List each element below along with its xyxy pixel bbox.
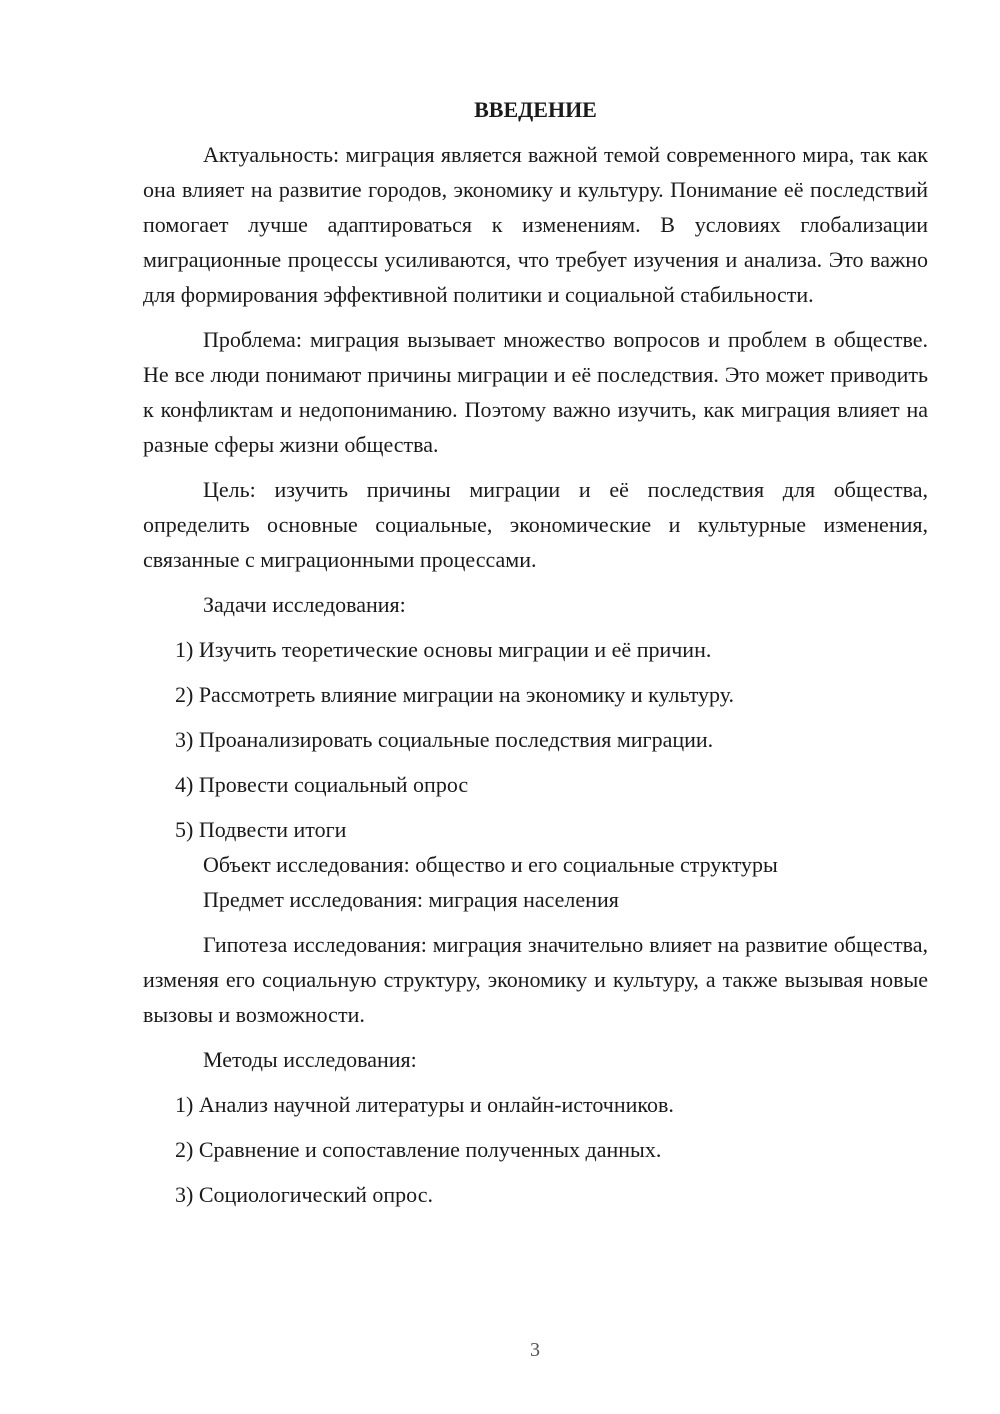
list-item: 4) Провести социальный опрос [175, 772, 469, 797]
methods-list [143, 1087, 928, 1212]
list-item: 3) Социологический опрос. [175, 1182, 433, 1207]
problem-paragraph: Проблема: миграция вызывает множество вопросов и проблем в обществе. Не все люди понимают причины миграции и её последствия. Это может приводить к конфликтам и недопониманию. Поэтому важно изучить, как миграция влияет на разные сферы жизни общества. [143, 327, 928, 457]
list-item: 2) Рассмотреть влияние миграции на экономику и культуру. [175, 682, 735, 707]
list-item: 5) Подвести итоги [175, 817, 347, 842]
page-content [143, 92, 928, 1212]
list-item: 2) Сравнение и сопоставление полученных данных. [175, 1137, 662, 1162]
tasks-list [143, 632, 928, 847]
object-line: Объект исследования: общество и его социальные структуры [203, 852, 778, 877]
list-item: 1) Изучить теоретические основы миграции и её причин. [175, 637, 712, 662]
relevance-paragraph: Актуальность: миграция является важной темой современного мира, так как она влияет на развитие городов, экономику и культуру. Понимание её последствий помогает лучше адаптироваться к изменениям. В условиях глобализации миграционные процессы усиливаются, что требует изучения и анализа. Это важно для формирования эффективной политики и социальной стабильности. [143, 142, 928, 307]
subject-line: Предмет исследования: миграция населения [203, 887, 619, 912]
list-item: 1) Анализ научной литературы и онлайн-источников. [175, 1092, 674, 1117]
list-item: 3) Проанализировать социальные последствия миграции. [175, 727, 714, 752]
page-number: 3 [530, 1339, 540, 1361]
page-title: ВВЕДЕНИЕ [474, 97, 597, 122]
methods-heading: Методы исследования: [203, 1047, 417, 1072]
goal-paragraph: Цель: изучить причины миграции и её последствия для общества, определить основные социальные, экономические и культурные изменения, связанные с миграционными процессами. [143, 477, 928, 572]
tasks-heading: Задачи исследования: [203, 592, 406, 617]
hypothesis-paragraph: Гипотеза исследования: миграция значительно влияет на развитие общества, изменяя его социальную структуру, экономику и культуру, а также вызывая новые вызовы и возможности. [143, 932, 928, 1027]
